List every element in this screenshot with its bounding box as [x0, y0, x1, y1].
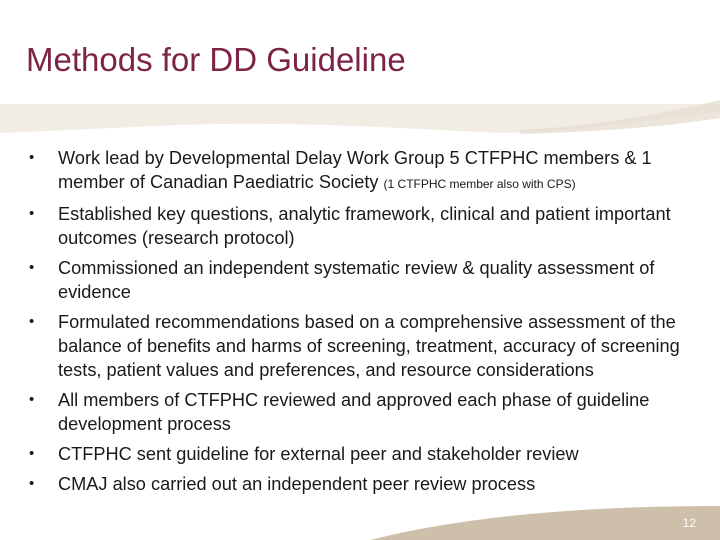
bullet-note: (1 CTFPHC member also with CPS): [383, 177, 576, 191]
bullet-text: Commissioned an independent systematic review & quality assessment of evidence: [58, 258, 655, 302]
slide-title: Methods for DD Guideline: [26, 41, 406, 78]
page-number: 12: [682, 516, 696, 530]
corner-wave: [370, 506, 720, 540]
bullet-item: [28, 472, 688, 496]
bullet-item: [28, 202, 688, 250]
bullet-item: [28, 310, 688, 382]
bullet-text: All members of CTFPHC reviewed and approved each phase of guideline development process: [58, 390, 650, 434]
bullet-text: Work lead by Developmental Delay Work Group 5 CTFPHC members & 1 member of Canadian Paediatric Society: [58, 148, 652, 192]
bullet-text: CMAJ also carried out an independent peer review process: [58, 474, 536, 494]
bullet-item: [28, 256, 688, 304]
bullet-list: [28, 146, 688, 502]
bullet-item: [28, 146, 688, 196]
bullet-text: Established key questions, analytic framework, clinical and patient important outcomes (research protocol): [58, 204, 671, 248]
bullet-item: [28, 442, 688, 466]
bullet-item: [28, 388, 688, 436]
bullet-text: Formulated recommendations based on a comprehensive assessment of the balance of benefits and harms of screening, treatment, accuracy of screening tests, patient values and preferences, and resource considerations: [58, 312, 680, 380]
bullet-text: CTFPHC sent guideline for external peer and stakeholder review: [58, 444, 579, 464]
